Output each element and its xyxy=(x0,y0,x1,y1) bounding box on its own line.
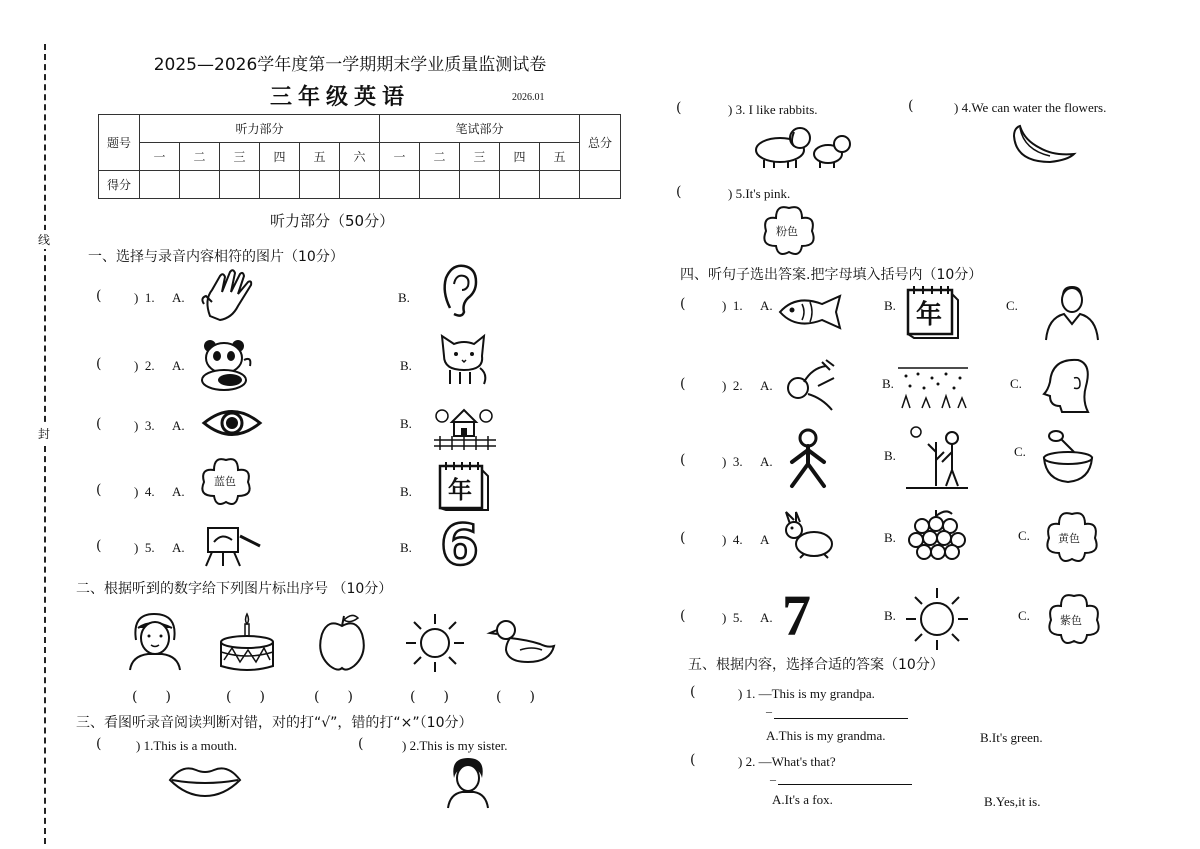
walking-person-icon xyxy=(786,428,830,490)
question-number: ) 4. xyxy=(722,532,743,547)
option-a-text: A.It's a fox. xyxy=(772,792,833,807)
painting-easel-icon xyxy=(200,522,264,568)
option-a-label: A xyxy=(760,532,770,547)
option-b-label: B. xyxy=(884,448,896,463)
option-c-label: C. xyxy=(1006,298,1018,313)
option-c-label: C. xyxy=(1018,608,1030,623)
question-text: ) 2.This is my sister. xyxy=(402,738,508,753)
binding-line xyxy=(44,44,46,844)
birthday-cake-icon xyxy=(218,612,276,672)
table-col: 六 xyxy=(340,143,380,171)
answer-paren[interactable]: ( xyxy=(680,296,686,312)
calendar-year-char: 年 xyxy=(448,476,472,504)
cat-icon xyxy=(436,330,492,386)
table-col: 二 xyxy=(180,143,220,171)
option-a-label: A. xyxy=(760,610,773,625)
sun-icon xyxy=(904,586,970,652)
mouth-icon xyxy=(168,762,242,798)
answer-paren[interactable]: ( xyxy=(680,376,686,392)
score-cell[interactable] xyxy=(300,171,340,199)
option-c-label: C. xyxy=(1018,528,1030,543)
score-cell[interactable] xyxy=(140,171,180,199)
option-b-label: B. xyxy=(400,484,412,499)
exam-title: 2025—2026学年度第一学期期末学业质量监测试卷 xyxy=(153,55,547,75)
option-a-label: A. xyxy=(760,298,773,313)
option-a-label: A. xyxy=(172,358,185,373)
question-text: ) 1.This is a mouth. xyxy=(136,738,238,753)
rabbit-icon xyxy=(780,512,836,560)
score-cell[interactable] xyxy=(420,171,460,199)
option-a-label: A. xyxy=(172,540,185,555)
table-writing-header: 笔试部分 xyxy=(380,115,580,143)
score-cell[interactable] xyxy=(460,171,500,199)
answer-paren[interactable]: ( ) xyxy=(226,689,265,705)
score-cell[interactable] xyxy=(180,171,220,199)
subject-title: 三年级英语 xyxy=(270,85,411,110)
answer-paren[interactable]: ( xyxy=(96,482,102,498)
section1-title: 一、选择与录音内容相符的图片（10分） xyxy=(88,249,344,265)
flower-label: 黄色 xyxy=(1058,532,1080,545)
table-total-header: 总分 xyxy=(580,115,621,171)
section5-title: 五、根据内容，选择合适的答案（10分） xyxy=(688,657,944,673)
answer-paren[interactable]: ( xyxy=(96,416,102,432)
answer-paren[interactable]: ( xyxy=(690,752,696,768)
table-col: 五 xyxy=(540,143,580,171)
table-col: 五 xyxy=(300,143,340,171)
binding-label-top: 线 xyxy=(38,230,50,249)
answer-paren[interactable]: ( xyxy=(680,452,686,468)
flower-label: 粉色 xyxy=(776,225,798,238)
table-col: 一 xyxy=(380,143,420,171)
farm-icon xyxy=(434,400,496,452)
option-a-label: A. xyxy=(760,378,773,393)
answer-paren[interactable]: ( xyxy=(908,98,914,114)
answer-line[interactable] xyxy=(774,718,908,719)
option-b-label: B. xyxy=(400,358,412,373)
grapes-icon xyxy=(906,508,966,568)
planting-tree-icon xyxy=(906,422,968,494)
number-six-outline: 6 xyxy=(440,513,479,578)
listening-part-title: 听力部分（50分） xyxy=(270,212,395,230)
option-b-text: B.It's green. xyxy=(980,730,1043,745)
score-cell[interactable] xyxy=(540,171,580,199)
field-icon xyxy=(898,360,968,410)
table-col: 二 xyxy=(420,143,460,171)
question-text: ) 3. I like rabbits. xyxy=(728,102,818,117)
score-table xyxy=(98,114,621,199)
question-text: ) 4.We can water the flowers. xyxy=(954,100,1107,115)
question-number: ) 3. xyxy=(722,454,743,469)
sun-icon xyxy=(404,612,466,674)
question-number: ) 5. xyxy=(134,540,155,555)
ear-icon xyxy=(440,262,480,318)
option-a-text: A.This is my grandma. xyxy=(766,728,886,743)
question-text: ) 5.It's pink. xyxy=(728,186,791,201)
binding-label-bottom: 封 xyxy=(38,424,50,443)
table-listening-header: 听力部分 xyxy=(140,115,380,143)
answer-paren[interactable]: ( ) xyxy=(496,689,535,705)
flower-label: 蓝色 xyxy=(214,475,236,488)
question-number: ) 1. xyxy=(722,298,743,313)
calendar-year-char: 年 xyxy=(916,300,943,330)
score-cell[interactable] xyxy=(500,171,540,199)
option-b-label: B. xyxy=(884,530,896,545)
dash: – xyxy=(766,704,772,718)
option-b-label: B. xyxy=(400,540,412,555)
answer-paren[interactable]: ( xyxy=(96,538,102,554)
option-b-label: B. xyxy=(398,290,410,305)
table-label-number: 题号 xyxy=(99,115,140,171)
duck-icon xyxy=(492,618,558,666)
rice-bowl-icon xyxy=(1040,426,1096,486)
score-cell[interactable] xyxy=(220,171,260,199)
option-c-label: C. xyxy=(1010,376,1022,391)
dash: – xyxy=(770,772,776,786)
option-b-label: B. xyxy=(400,416,412,431)
question-text: ) 2. —What's that? xyxy=(738,754,836,769)
monkey-icon xyxy=(782,358,842,416)
table-col: 一 xyxy=(140,143,180,171)
answer-paren[interactable]: ( xyxy=(96,736,102,752)
table-col: 三 xyxy=(460,143,500,171)
eye-icon xyxy=(202,406,262,440)
question-number: ) 1. xyxy=(134,290,155,305)
question-number: ) 4. xyxy=(134,484,155,499)
question-number: ) 3. xyxy=(134,418,155,433)
answer-paren[interactable]: ( ) xyxy=(410,689,449,705)
answer-paren[interactable]: ( xyxy=(676,184,682,200)
option-a-label: A. xyxy=(172,290,185,305)
table-col: 四 xyxy=(260,143,300,171)
table-col: 四 xyxy=(500,143,540,171)
option-b-text: B.Yes,it is. xyxy=(984,794,1041,809)
option-b-label: B. xyxy=(884,298,896,313)
option-c-label: C. xyxy=(1014,444,1026,459)
answer-paren[interactable]: ( xyxy=(676,100,682,116)
flower-label: 紫色 xyxy=(1060,614,1082,627)
question-text: ) 1. —This is my grandpa. xyxy=(738,686,875,701)
man-icon xyxy=(1044,284,1100,340)
option-b-label: B. xyxy=(882,376,894,391)
answer-paren[interactable]: ( xyxy=(96,288,102,304)
score-cell[interactable] xyxy=(340,171,380,199)
hand-icon xyxy=(198,268,258,326)
panda-icon xyxy=(196,336,256,392)
dogs-icon xyxy=(750,122,854,170)
table-col: 三 xyxy=(220,143,260,171)
option-a-label: A. xyxy=(760,454,773,469)
answer-paren[interactable]: ( xyxy=(680,608,686,624)
sister-icon xyxy=(444,756,492,808)
exam-date: 2026.01 xyxy=(512,92,545,103)
section4-title: 四、听句子选出答案.把字母填入括号内（10分） xyxy=(680,267,983,283)
answer-paren[interactable]: ( xyxy=(690,684,696,700)
apple-icon xyxy=(316,612,368,672)
option-a-label: A. xyxy=(172,484,185,499)
banana-icon xyxy=(1010,118,1076,166)
answer-paren[interactable]: ( xyxy=(358,736,364,752)
option-a-label: A. xyxy=(172,418,185,433)
question-number: ) 5. xyxy=(722,610,743,625)
score-cell[interactable] xyxy=(260,171,300,199)
question-number: ) 2. xyxy=(134,358,155,373)
answer-line[interactable] xyxy=(778,784,912,785)
score-cell-total[interactable] xyxy=(580,171,621,199)
section2-title: 二、根据听到的数字给下列图片标出序号 （10分） xyxy=(76,581,393,597)
girl-icon xyxy=(128,610,182,670)
number-seven: 7 xyxy=(782,583,811,648)
question-number: ) 2. xyxy=(722,378,743,393)
score-cell[interactable] xyxy=(380,171,420,199)
answer-paren[interactable]: ( xyxy=(96,356,102,372)
answer-paren[interactable]: ( ) xyxy=(314,689,353,705)
fish-icon xyxy=(776,292,848,332)
table-label-score: 得分 xyxy=(99,171,140,199)
section3-title: 三、看图听录音阅读判断对错，对的打“√”，错的打“×”（10分） xyxy=(76,715,473,731)
option-b-label: B. xyxy=(884,608,896,623)
head-profile-icon xyxy=(1040,356,1096,414)
answer-paren[interactable]: ( xyxy=(680,530,686,546)
answer-paren[interactable]: ( ) xyxy=(132,689,171,705)
